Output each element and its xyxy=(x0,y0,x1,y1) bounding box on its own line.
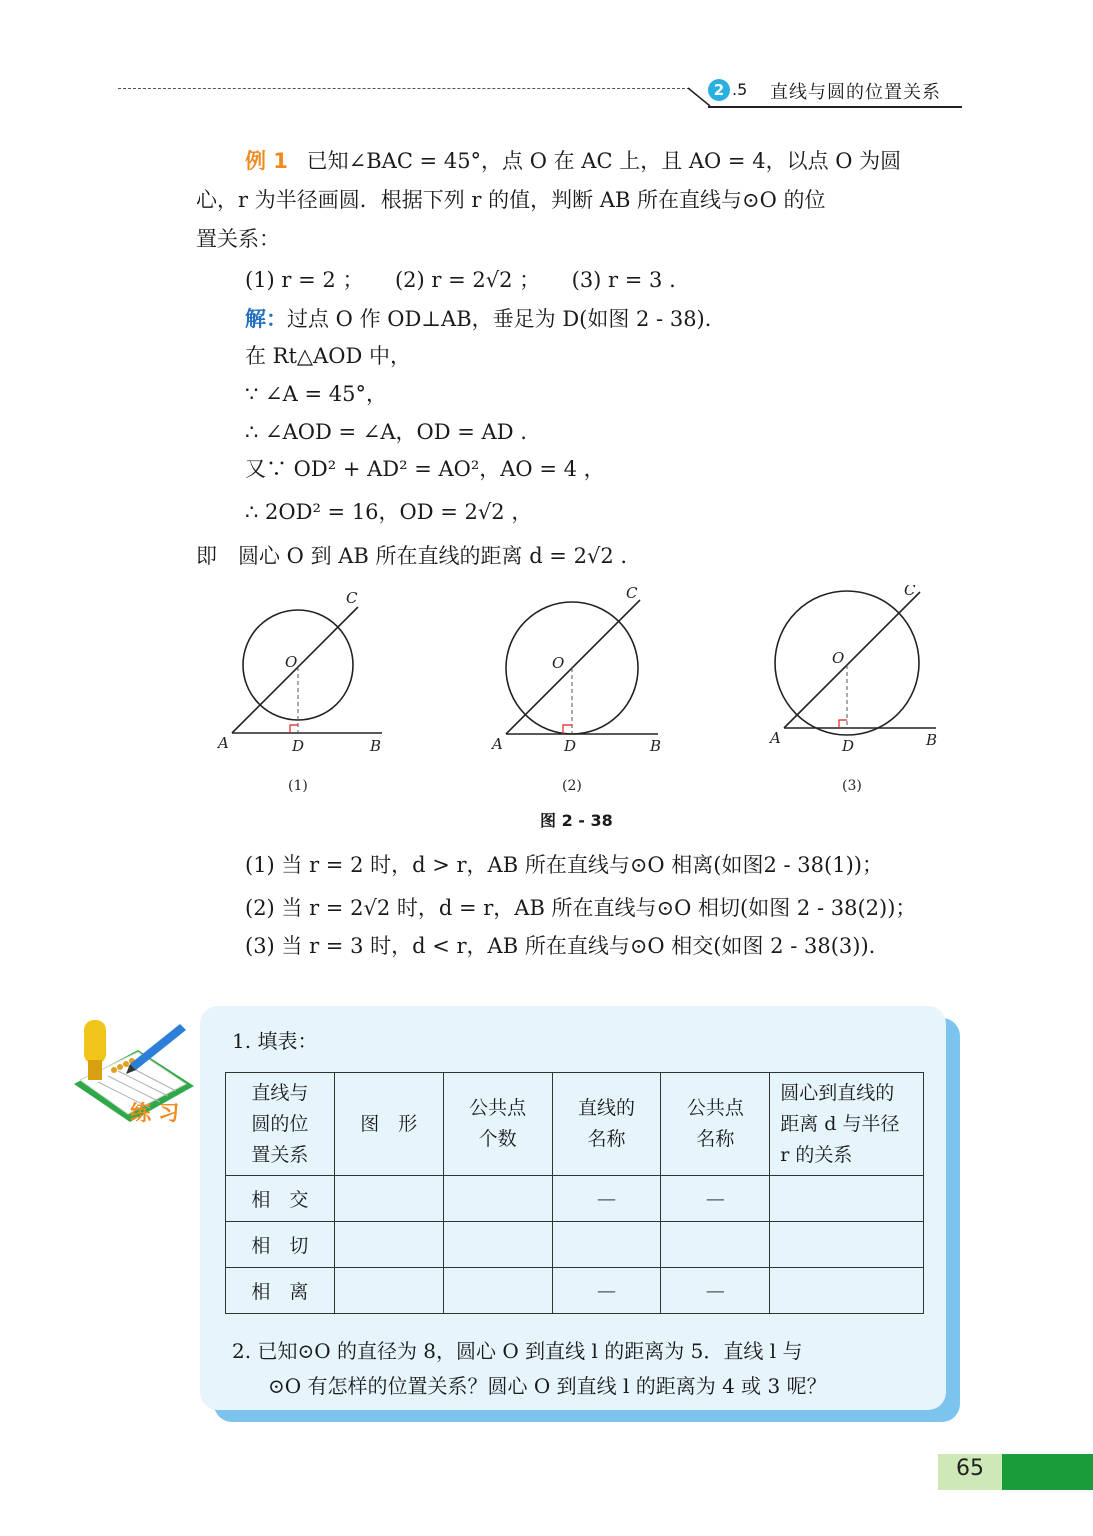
label-C: C xyxy=(626,585,638,602)
table-cell[interactable] xyxy=(770,1268,924,1314)
header-underline xyxy=(708,106,962,108)
figure-2 xyxy=(490,585,661,755)
solution-line-3: ∵ ∠A = 45°， xyxy=(245,382,387,406)
label-A: A xyxy=(218,734,229,752)
table-row xyxy=(226,1176,924,1222)
table-header-cell: 公共点名称 xyxy=(661,1073,770,1176)
conclusion-1: (1) 当 r = 2 时，d > r，AB 所在直线与⊙O 相离(如图2 - 38(1))； xyxy=(245,853,883,877)
solution-line-2: 在 Rt△AOD 中， xyxy=(245,344,411,368)
example-line-3: 置关系： xyxy=(196,227,280,251)
table-row xyxy=(226,1268,924,1314)
figure-caption: 图 2 - 38 xyxy=(540,811,613,830)
table-cell[interactable] xyxy=(443,1222,552,1268)
label-C: C xyxy=(904,585,916,599)
label-B: B xyxy=(650,737,662,755)
table-cell[interactable] xyxy=(443,1268,552,1314)
figure-1 xyxy=(216,589,382,755)
table-cell: — xyxy=(552,1268,661,1314)
label-D: D xyxy=(564,737,577,755)
practice-q2-line-2: ⊙O 有怎样的位置关系？圆心 O 到直线 l 的距离为 4 或 3 呢？ xyxy=(268,1374,827,1398)
figure-3 xyxy=(768,585,937,755)
label-O: O xyxy=(832,649,845,667)
practice-label: 练 习 xyxy=(130,1101,180,1125)
conclusion-2: (2) 当 r = 2√2 时，d = r，AB 所在直线与⊙O 相切(如图 2 - 38(2))； xyxy=(245,896,917,920)
table-cell: — xyxy=(661,1176,770,1222)
subcaption-3: (3) xyxy=(842,778,862,794)
table-cell[interactable] xyxy=(334,1176,443,1222)
subcaption-2: (2) xyxy=(562,778,582,794)
section-number: .5 xyxy=(732,80,748,99)
table-cell: 相 交 xyxy=(226,1176,335,1222)
example-cases: (1) r = 2 ； (2) r = 2√2 ； (3) r = 3 . xyxy=(245,268,676,292)
solution-label: 解： xyxy=(245,307,287,331)
table-header-cell: 圆心到直线的距离 d 与半径 r 的关系 xyxy=(770,1073,924,1176)
section-badge: 2 xyxy=(708,79,730,101)
table-cell[interactable] xyxy=(770,1176,924,1222)
solution-text-1: 过点 O 作 OD⊥AB，垂足为 D(如图 2 - 38)． xyxy=(287,307,726,331)
example-label: 例 1 xyxy=(245,149,288,173)
label-A: A xyxy=(770,729,781,747)
label-B: B xyxy=(926,731,938,749)
label-O: O xyxy=(285,653,298,671)
table-cell[interactable] xyxy=(770,1222,924,1268)
label-O: O xyxy=(552,654,565,672)
solution-line-5: 又∵ OD² + AD² = AO²，AO = 4 ， xyxy=(245,457,605,481)
solution-line-1 xyxy=(245,306,726,332)
practice-q1: 1. 填表： xyxy=(232,1029,318,1053)
section-title: 直线与圆的位置关系 xyxy=(770,82,941,103)
practice-q2-line-1: 2. 已知⊙O 的直径为 8，圆心 O 到直线 l 的距离为 5．直线 l 与 xyxy=(232,1339,803,1363)
label-D: D xyxy=(292,737,305,755)
table-header-cell: 公共点个数 xyxy=(443,1073,552,1176)
solution-line-4: ∴ ∠AOD = ∠A，OD = AD . xyxy=(245,420,527,444)
label-B: B xyxy=(370,737,382,755)
label-D: D xyxy=(842,737,855,755)
subcaption-1: (1) xyxy=(288,778,308,794)
label-A: A xyxy=(492,735,503,753)
page-number-bar xyxy=(1002,1454,1093,1490)
page-number: 65 xyxy=(956,1456,984,1481)
solution-line-7: 即 圆心 O 到 AB 所在直线的距离 d = 2√2 . xyxy=(196,544,628,568)
conclusion-3: (3) 当 r = 3 时，d < r，AB 所在直线与⊙O 相交(如图 2 - 38(3)). xyxy=(245,934,876,958)
table-cell: 相 离 xyxy=(226,1268,335,1314)
table-row xyxy=(226,1222,924,1268)
table-cell[interactable] xyxy=(443,1176,552,1222)
example-line-1 xyxy=(245,148,901,174)
table-cell: 相 切 xyxy=(226,1222,335,1268)
table-header-cell: 直线的名称 xyxy=(552,1073,661,1176)
table-cell: — xyxy=(552,1176,661,1222)
header-dashed-rule xyxy=(118,88,690,89)
table-cell[interactable] xyxy=(552,1222,661,1268)
label-C: C xyxy=(346,589,358,607)
table-header-cell: 直线与圆的位置关系 xyxy=(226,1073,335,1176)
table-cell[interactable] xyxy=(334,1268,443,1314)
table-header-row xyxy=(226,1073,924,1176)
figure-2-38 xyxy=(210,585,970,805)
table-cell[interactable] xyxy=(334,1222,443,1268)
relation-table xyxy=(225,1072,924,1314)
table-header-cell: 图 形 xyxy=(334,1073,443,1176)
solution-line-6: ∴ 2OD² = 16，OD = 2√2 ， xyxy=(245,500,533,524)
example-text-1: 已知∠BAC = 45°，点 O 在 AC 上，且 AO = 4，以点 O 为圆 xyxy=(306,149,902,173)
notebook-pencil-icon xyxy=(68,1016,198,1128)
table-cell[interactable] xyxy=(661,1222,770,1268)
example-line-2: 心，r 为半径画圆．根据下列 r 的值，判断 AB 所在直线与⊙O 的位 xyxy=(196,188,826,212)
table-cell: — xyxy=(661,1268,770,1314)
